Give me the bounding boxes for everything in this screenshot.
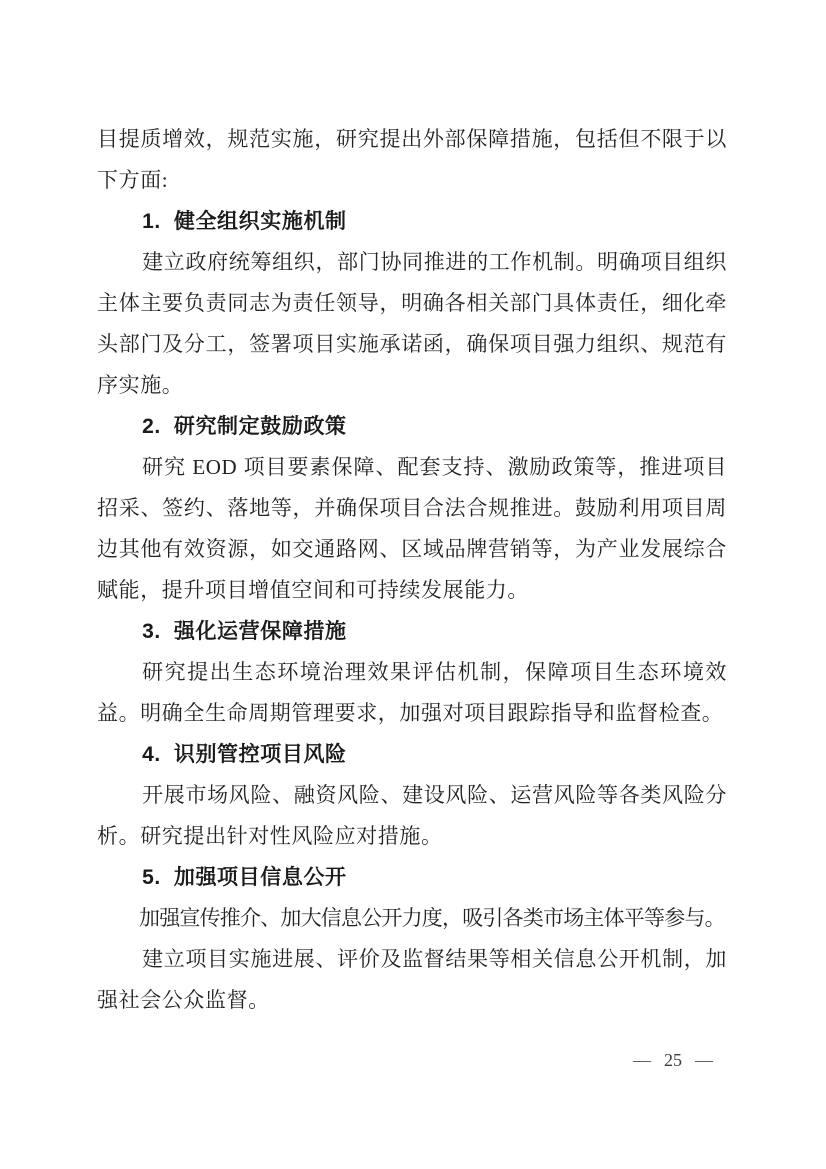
section-title: 研究制定鼓励政策: [173, 415, 347, 438]
section-title: 加强项目信息公开: [173, 866, 347, 889]
section-heading-4: [97, 734, 727, 775]
section-heading-1: [97, 201, 727, 242]
paragraph: 研究 EOD 项目要素保障、配套支持、激励政策等，推进项目招采、签约、落地等，并确保项目合法合规推进。鼓励利用项目周边其他有效资源，如交通路网、区域品牌营销等，为产业发展综合赋能，提升项目增值空间和可持续发展能力。: [97, 455, 727, 602]
paragraph: 加强宣传推介、加大信息公开力度，吸引各类市场主体平等参与。: [139, 906, 725, 930]
section-heading-3: [97, 611, 727, 652]
section-number: 2.: [142, 415, 161, 438]
section-title: 健全组织实施机制: [173, 210, 347, 233]
section-heading-5: [97, 857, 727, 898]
footer-right-dash: —: [695, 1050, 713, 1070]
section-number: 4.: [142, 743, 161, 766]
section-number: 3.: [142, 620, 161, 643]
paragraph-continuation: 目提质增效，规范实施，研究提出外部保障措施，包括但不限于以下方面:: [97, 127, 727, 192]
paragraph: 建立政府统筹组织，部门协同推进的工作机制。明确项目组织主体主要负责同志为责任领导，明确各相关部门具体责任，细化牵头部门及分工，签署项目实施承诺函，确保项目强力组织、规范有序实施。: [97, 250, 727, 397]
section-number: 1.: [142, 210, 161, 233]
paragraph: 建立项目实施进展、评价及监督结果等相关信息公开机制，加强社会公众监督。: [97, 947, 727, 1012]
page-footer: [633, 1047, 713, 1073]
paragraph: 开展市场风险、融资风险、建设风险、运营风险等各类风险分析。研究提出针对性风险应对措施。: [97, 783, 727, 848]
footer-left-dash: —: [633, 1050, 651, 1070]
section-title: 识别管控项目风险: [173, 743, 347, 766]
page-number: 25: [664, 1050, 682, 1070]
section-number: 5.: [142, 866, 161, 889]
section-title: 强化运营保障措施: [173, 620, 347, 643]
document-body: [97, 119, 727, 1021]
paragraph: 研究提出生态环境治理效果评估机制，保障项目生态环境效益。明确全生命周期管理要求，加强对项目跟踪指导和监督检查。: [97, 660, 727, 725]
section-heading-2: [97, 406, 727, 447]
